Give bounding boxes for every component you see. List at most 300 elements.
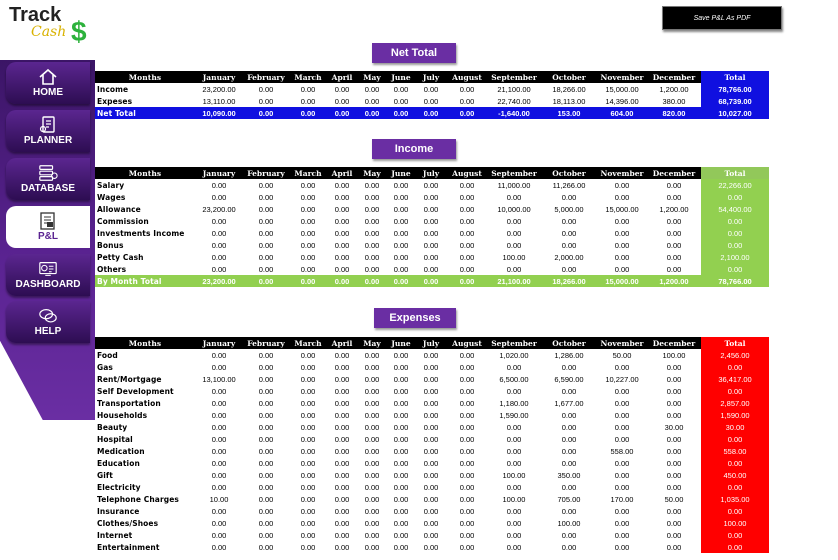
table-cell: 0.00 — [364, 180, 380, 190]
table-cell: 0.00 — [334, 506, 350, 516]
table-cell: 0.00 — [211, 482, 227, 492]
table-cell: 0.00 — [334, 192, 350, 202]
table-cell: 0.00 — [506, 506, 522, 516]
table-cell: 0.00 — [300, 350, 316, 360]
footer-cell: 0.00 — [243, 107, 289, 119]
column-header: April — [327, 167, 357, 179]
table-cell: 0.00 — [364, 422, 380, 432]
table-cell: 0.00 — [423, 434, 439, 444]
row-label: Investments Income — [97, 228, 185, 238]
table-cell: 0.00 — [393, 422, 409, 432]
table-cell: 0.00 — [701, 481, 769, 493]
table-cell: 0.00 — [364, 386, 380, 396]
table-cell: 0.00 — [300, 84, 316, 94]
table-row — [95, 385, 769, 397]
table-cell: 0.00 — [364, 410, 380, 420]
table-cell: 0.00 — [211, 180, 227, 190]
footer-cell: 0.00 — [327, 107, 357, 119]
table-cell: 0.00 — [364, 494, 380, 504]
logo-cash-text: Cash — [31, 24, 67, 40]
table-cell: 0.00 — [614, 422, 630, 432]
table-cell: 0.00 — [364, 506, 380, 516]
table-cell: 0.00 — [614, 240, 630, 250]
table-cell: 0.00 — [393, 192, 409, 202]
table-cell: 0.00 — [701, 361, 769, 373]
table-cell: 0.00 — [258, 96, 274, 106]
footer-cell: 0.00 — [387, 107, 415, 119]
help-icon — [38, 307, 58, 325]
table-cell: 0.00 — [364, 350, 380, 360]
table-row — [95, 239, 769, 251]
net-total-table — [95, 71, 769, 119]
table-cell: 50.00 — [612, 350, 632, 360]
column-header: Total — [701, 337, 769, 349]
table-cell: 0.00 — [211, 386, 227, 396]
table-cell: 0.00 — [459, 398, 475, 408]
table-cell: 0.00 — [506, 192, 522, 202]
table-cell: 0.00 — [300, 422, 316, 432]
table-cell: 0.00 — [393, 228, 409, 238]
column-header: February — [243, 337, 289, 349]
table-cell: 0.00 — [423, 180, 439, 190]
table-cell: 0.00 — [423, 422, 439, 432]
table-cell: 0.00 — [561, 530, 577, 540]
row-label: Internet — [97, 530, 133, 540]
column-header: May — [357, 337, 387, 349]
column-header: July — [415, 71, 447, 83]
sidebar-item-label: P&L — [38, 231, 58, 242]
table-cell: 11,266.00 — [552, 180, 586, 190]
table-cell: 0.00 — [300, 494, 316, 504]
table-cell: 21,100.00 — [497, 84, 531, 94]
table-cell: 0.00 — [258, 410, 274, 420]
table-cell: 0.00 — [561, 506, 577, 516]
table-cell: 0.00 — [423, 458, 439, 468]
table-cell: 0.00 — [423, 374, 439, 384]
table-cell: 0.00 — [666, 362, 682, 372]
table-cell: 0.00 — [258, 350, 274, 360]
sidebar-item-home[interactable] — [6, 62, 90, 104]
sidebar-item-label: HOME — [33, 87, 63, 98]
table-cell: 0.00 — [666, 264, 682, 274]
table-row — [95, 505, 769, 517]
table-cell: 0.00 — [614, 228, 630, 238]
table-cell: 0.00 — [258, 422, 274, 432]
table-cell: 0.00 — [423, 518, 439, 528]
table-row — [95, 191, 769, 203]
footer-cell: 23,200.00 — [195, 275, 243, 287]
table-cell: 2,857.00 — [701, 397, 769, 409]
table-cell: 0.00 — [364, 252, 380, 262]
table-cell: 558.00 — [610, 446, 634, 456]
row-label: Medication — [97, 446, 145, 456]
table-cell: 1,590.00 — [499, 410, 529, 420]
table-cell: 0.00 — [614, 482, 630, 492]
table-cell: 0.00 — [364, 530, 380, 540]
row-label: Food — [97, 350, 118, 360]
sidebar-item-planner[interactable] — [6, 110, 90, 152]
table-cell: 0.00 — [614, 542, 630, 552]
table-cell: 2,100.00 — [701, 251, 769, 263]
table-cell: 0.00 — [459, 228, 475, 238]
table-cell: 0.00 — [334, 410, 350, 420]
table-cell: 0.00 — [364, 216, 380, 226]
table-row — [95, 433, 769, 445]
table-cell: 100.00 — [557, 518, 581, 528]
table-row — [95, 445, 769, 457]
table-cell: 14,396.00 — [605, 96, 639, 106]
table-cell: 0.00 — [364, 482, 380, 492]
table-cell: 0.00 — [614, 192, 630, 202]
table-cell: 0.00 — [300, 434, 316, 444]
table-cell: 0.00 — [459, 446, 475, 456]
table-cell: 5,000.00 — [554, 204, 584, 214]
row-label: Petty Cash — [97, 252, 144, 262]
table-cell: 0.00 — [334, 362, 350, 372]
footer-cell: 78,766.00 — [701, 275, 769, 287]
footer-cell: 0.00 — [289, 107, 327, 119]
table-cell: 0.00 — [666, 482, 682, 492]
column-header: July — [415, 337, 447, 349]
table-cell: 0.00 — [364, 84, 380, 94]
footer-cell: 18,266.00 — [541, 275, 597, 287]
table-cell: 0.00 — [666, 434, 682, 444]
table-cell: 0.00 — [300, 216, 316, 226]
table-cell: 0.00 — [666, 252, 682, 262]
sidebar-item-dashboard[interactable] — [6, 254, 90, 296]
table-cell: 0.00 — [334, 434, 350, 444]
table-cell: 1,035.00 — [701, 493, 769, 505]
footer-cell: 0.00 — [357, 275, 387, 287]
table-cell: 0.00 — [393, 96, 409, 106]
row-label: Self Development — [97, 386, 174, 396]
table-cell: 0.00 — [334, 84, 350, 94]
table-cell: 0.00 — [459, 386, 475, 396]
row-label: Beauty — [97, 422, 128, 432]
table-cell: 0.00 — [506, 530, 522, 540]
table-cell: 18,113.00 — [552, 96, 586, 106]
table-cell: 0.00 — [211, 264, 227, 274]
table-cell: 0.00 — [258, 506, 274, 516]
table-cell: 0.00 — [561, 446, 577, 456]
footer-cell: 0.00 — [415, 275, 447, 287]
table-cell: 50.00 — [664, 494, 684, 504]
table-cell: 0.00 — [459, 410, 475, 420]
table-cell: 380.00 — [662, 96, 686, 106]
table-cell: 0.00 — [258, 446, 274, 456]
table-cell: 30.00 — [701, 421, 769, 433]
table-cell: 0.00 — [459, 374, 475, 384]
table-cell: 0.00 — [300, 96, 316, 106]
table-cell: 0.00 — [334, 482, 350, 492]
table-cell: 15,000.00 — [605, 204, 639, 214]
table-cell: 0.00 — [459, 494, 475, 504]
table-cell: 0.00 — [614, 264, 630, 274]
table-cell: 0.00 — [211, 446, 227, 456]
table-cell: 0.00 — [666, 518, 682, 528]
table-cell: 0.00 — [300, 482, 316, 492]
table-cell: 0.00 — [334, 240, 350, 250]
table-cell: 2,000.00 — [554, 252, 584, 262]
column-header: October — [541, 337, 597, 349]
row-label: Salary — [97, 180, 125, 190]
table-cell: 0.00 — [614, 518, 630, 528]
table-cell: 0.00 — [701, 239, 769, 251]
table-cell: 0.00 — [506, 240, 522, 250]
table-cell: 0.00 — [334, 386, 350, 396]
table-cell: 0.00 — [334, 204, 350, 214]
table-cell: 30.00 — [664, 422, 684, 432]
table-cell: 0.00 — [211, 350, 227, 360]
column-header: January — [195, 337, 243, 349]
table-cell: 0.00 — [423, 362, 439, 372]
table-cell: 0.00 — [614, 180, 630, 190]
table-cell: 0.00 — [364, 398, 380, 408]
table-cell: 0.00 — [300, 398, 316, 408]
table-cell: 0.00 — [258, 240, 274, 250]
table-cell: 0.00 — [423, 542, 439, 552]
table-row — [95, 361, 769, 373]
footer-cell: 0.00 — [447, 275, 487, 287]
row-label: Education — [97, 458, 140, 468]
table-cell: 0.00 — [300, 240, 316, 250]
table-row — [95, 227, 769, 239]
table-cell: 0.00 — [258, 386, 274, 396]
table-cell: 0.00 — [364, 240, 380, 250]
table-cell: 0.00 — [614, 458, 630, 468]
table-cell: 0.00 — [506, 458, 522, 468]
footer-cell: 10,090.00 — [195, 107, 243, 119]
table-cell: 68,739.00 — [701, 95, 769, 107]
table-cell: 0.00 — [334, 180, 350, 190]
table-row — [95, 95, 769, 107]
table-cell: 0.00 — [300, 530, 316, 540]
table-cell: 0.00 — [258, 494, 274, 504]
table-cell: 0.00 — [364, 518, 380, 528]
database-icon — [38, 164, 58, 182]
row-label: Income — [97, 84, 129, 94]
table-cell: 0.00 — [506, 482, 522, 492]
table-cell: 1,286.00 — [554, 350, 584, 360]
table-cell: 0.00 — [506, 264, 522, 274]
table-cell: 0.00 — [364, 204, 380, 214]
table-row — [95, 541, 769, 553]
table-cell: 15,000.00 — [605, 84, 639, 94]
table-cell: 0.00 — [614, 506, 630, 516]
table-cell: 0.00 — [459, 216, 475, 226]
table-cell: 0.00 — [459, 434, 475, 444]
table-cell: 0.00 — [393, 398, 409, 408]
table-cell: 0.00 — [393, 374, 409, 384]
table-cell: 0.00 — [459, 180, 475, 190]
table-row — [95, 481, 769, 493]
table-cell: 0.00 — [423, 216, 439, 226]
column-header: August — [447, 167, 487, 179]
table-cell: 100.00 — [662, 350, 686, 360]
table-cell: 0.00 — [423, 252, 439, 262]
table-cell: 0.00 — [459, 264, 475, 274]
table-row — [95, 373, 769, 385]
expenses-table — [95, 337, 769, 553]
table-cell: 0.00 — [459, 96, 475, 106]
table-cell: 0.00 — [506, 434, 522, 444]
table-cell: 36,417.00 — [701, 373, 769, 385]
table-cell: 0.00 — [666, 228, 682, 238]
save-pdf-button[interactable]: Save P&L As PDF — [662, 6, 782, 30]
table-footer-row — [95, 275, 769, 287]
column-header: Months — [95, 71, 195, 83]
table-cell: 0.00 — [506, 362, 522, 372]
table-cell: 0.00 — [561, 482, 577, 492]
table-cell: 2,456.00 — [701, 349, 769, 361]
table-cell: 0.00 — [506, 542, 522, 552]
table-cell: 0.00 — [211, 506, 227, 516]
table-cell: 0.00 — [258, 180, 274, 190]
table-cell: 0.00 — [423, 204, 439, 214]
table-cell: 0.00 — [258, 530, 274, 540]
table-cell: 0.00 — [211, 518, 227, 528]
table-cell: 0.00 — [300, 264, 316, 274]
table-cell: 6,500.00 — [499, 374, 529, 384]
table-cell: 0.00 — [258, 192, 274, 202]
table-cell: 0.00 — [211, 398, 227, 408]
row-label: Entertainment — [97, 542, 160, 552]
row-label: Households — [97, 410, 148, 420]
table-cell: 0.00 — [614, 362, 630, 372]
column-header: May — [357, 167, 387, 179]
table-cell: 0.00 — [334, 494, 350, 504]
table-cell: 1,020.00 — [499, 350, 529, 360]
sidebar-item-database[interactable] — [6, 158, 90, 200]
column-header: February — [243, 71, 289, 83]
table-cell: 0.00 — [561, 542, 577, 552]
table-cell: 0.00 — [211, 192, 227, 202]
table-cell: 0.00 — [258, 470, 274, 480]
column-header: August — [447, 337, 487, 349]
sidebar-item-help[interactable] — [6, 301, 90, 343]
table-cell: 100.00 — [502, 252, 526, 262]
table-row — [95, 263, 769, 275]
table-cell: 0.00 — [423, 494, 439, 504]
table-cell: 0.00 — [459, 518, 475, 528]
table-cell: 0.00 — [666, 530, 682, 540]
table-cell: 23,200.00 — [202, 204, 236, 214]
table-cell: 0.00 — [666, 410, 682, 420]
row-label: Insurance — [97, 506, 140, 516]
table-cell: 0.00 — [393, 216, 409, 226]
table-cell: 0.00 — [561, 192, 577, 202]
table-cell: 1,200.00 — [659, 84, 689, 94]
table-cell: 0.00 — [258, 458, 274, 468]
table-cell: 1,200.00 — [659, 204, 689, 214]
table-cell: 0.00 — [614, 386, 630, 396]
table-cell: 0.00 — [334, 542, 350, 552]
table-cell: 0.00 — [561, 362, 577, 372]
footer-label: By Month Total — [95, 275, 195, 287]
table-cell: 450.00 — [701, 469, 769, 481]
table-cell: 22,740.00 — [497, 96, 531, 106]
row-label: Rent/Mortgage — [97, 374, 162, 384]
table-cell: 0.00 — [211, 542, 227, 552]
table-cell: 0.00 — [364, 362, 380, 372]
table-header-row — [95, 71, 769, 83]
table-cell: 0.00 — [423, 446, 439, 456]
table-cell: 0.00 — [459, 350, 475, 360]
table-cell: 350.00 — [557, 470, 581, 480]
row-label: Allowance — [97, 204, 141, 214]
table-cell: 0.00 — [423, 506, 439, 516]
table-cell: 100.00 — [701, 517, 769, 529]
footer-cell: 0.00 — [415, 107, 447, 119]
table-cell: 0.00 — [393, 470, 409, 480]
table-cell: 13,110.00 — [202, 96, 236, 106]
table-cell: 0.00 — [423, 228, 439, 238]
planner-icon — [38, 116, 58, 134]
table-cell: 0.00 — [459, 530, 475, 540]
column-header: November — [597, 167, 647, 179]
table-cell: 1,677.00 — [554, 398, 584, 408]
column-header: Months — [95, 337, 195, 349]
table-cell: 0.00 — [364, 96, 380, 106]
table-cell: 0.00 — [506, 422, 522, 432]
table-cell: 0.00 — [258, 204, 274, 214]
table-cell: 0.00 — [300, 518, 316, 528]
footer-cell: 1,200.00 — [647, 275, 701, 287]
table-cell: 0.00 — [423, 398, 439, 408]
column-header: January — [195, 167, 243, 179]
table-cell: 0.00 — [393, 386, 409, 396]
column-header: February — [243, 167, 289, 179]
table-cell: 0.00 — [666, 542, 682, 552]
table-cell: 0.00 — [423, 192, 439, 202]
table-cell: 0.00 — [300, 446, 316, 456]
table-row — [95, 179, 769, 191]
table-cell: 0.00 — [701, 505, 769, 517]
row-label: Clothes/Shoes — [97, 518, 159, 528]
table-cell: 0.00 — [423, 84, 439, 94]
table-cell: 0.00 — [334, 530, 350, 540]
table-row — [95, 203, 769, 215]
table-cell: 0.00 — [211, 240, 227, 250]
report-icon — [38, 212, 58, 230]
table-header-row — [95, 337, 769, 349]
column-header: November — [597, 71, 647, 83]
table-cell: 0.00 — [364, 374, 380, 384]
table-cell: 23,200.00 — [202, 84, 236, 94]
column-header: December — [647, 71, 701, 83]
sidebar-item-pl[interactable] — [6, 206, 90, 248]
table-cell: 0.00 — [459, 362, 475, 372]
table-cell: 0.00 — [666, 180, 682, 190]
row-label: Gas — [97, 362, 113, 372]
table-cell: 0.00 — [459, 252, 475, 262]
table-cell: 0.00 — [459, 240, 475, 250]
table-cell: 18,266.00 — [552, 84, 586, 94]
column-header: Months — [95, 167, 195, 179]
sidebar-item-label: HELP — [34, 326, 62, 337]
footer-cell: 10,027.00 — [701, 107, 769, 119]
table-cell: 170.00 — [610, 494, 634, 504]
table-cell: 0.00 — [334, 398, 350, 408]
column-header: May — [357, 71, 387, 83]
table-cell: 0.00 — [393, 530, 409, 540]
table-cell: 0.00 — [258, 362, 274, 372]
table-row — [95, 493, 769, 505]
table-cell: 0.00 — [300, 506, 316, 516]
table-cell: 1,180.00 — [499, 398, 529, 408]
table-cell: 0.00 — [300, 386, 316, 396]
table-cell: 0.00 — [614, 470, 630, 480]
